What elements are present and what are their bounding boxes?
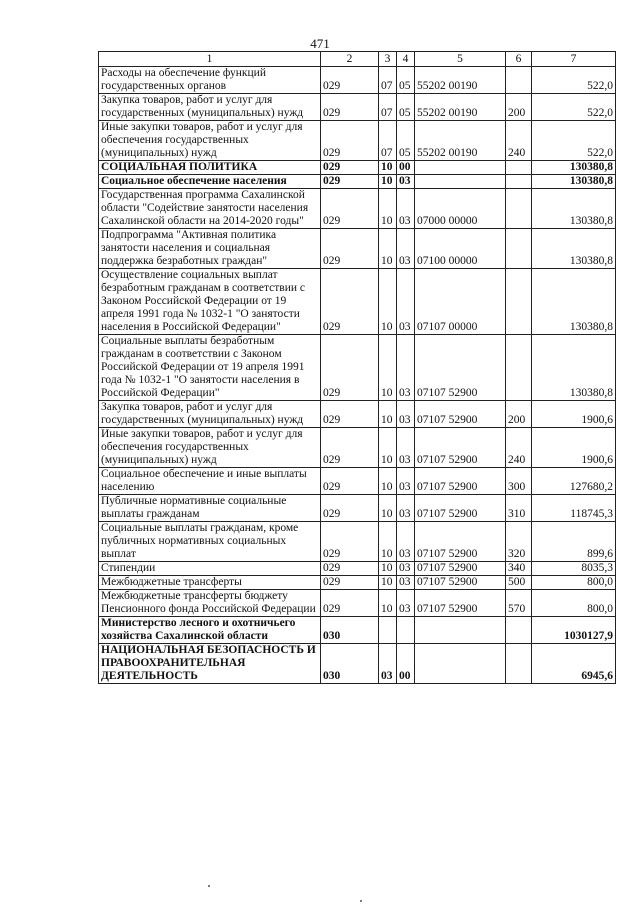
cell-code: 029 [321, 269, 379, 335]
table-row [99, 161, 616, 175]
cell-code: 029 [321, 401, 379, 428]
cell-target [415, 161, 506, 175]
cell-target: 07100 00000 [415, 229, 506, 269]
cell-sub: 03 [397, 229, 415, 269]
cell-target: 07107 52900 [415, 428, 506, 468]
cell-sec: 10 [379, 401, 397, 428]
cell-target: 55202 00190 [415, 94, 506, 121]
table-row [99, 269, 616, 335]
cell-sub: 03 [397, 189, 415, 229]
cell-type: 200 [506, 401, 532, 428]
cell-sec: 10 [379, 269, 397, 335]
cell-target: 07107 52900 [415, 522, 506, 562]
cell-code: 029 [321, 161, 379, 175]
cell-amount: 6945,6 [532, 644, 616, 684]
cell-name: СОЦИАЛЬНАЯ ПОЛИТИКА [99, 161, 321, 175]
cell-type: 500 [506, 576, 532, 590]
cell-code: 029 [321, 67, 379, 94]
table-header-row [99, 52, 616, 67]
cell-amount: 130380,8 [532, 269, 616, 335]
cell-type [506, 617, 532, 644]
table-row [99, 590, 616, 617]
cell-sec: 10 [379, 175, 397, 189]
cell-type [506, 269, 532, 335]
cell-amount: 130380,8 [532, 189, 616, 229]
table-row [99, 189, 616, 229]
cell-name: Иные закупки товаров, работ и услуг для обеспечения государственных (муниципальных) нужд [99, 121, 321, 161]
cell-amount: 130380,8 [532, 175, 616, 189]
cell-amount: 8035,3 [532, 562, 616, 576]
cell-sub: 05 [397, 67, 415, 94]
cell-target: 07107 00000 [415, 269, 506, 335]
cell-amount: 130380,8 [532, 335, 616, 401]
cell-type [506, 644, 532, 684]
cell-amount: 130380,8 [532, 229, 616, 269]
cell-type: 310 [506, 495, 532, 522]
cell-type [506, 161, 532, 175]
cell-sub: 03 [397, 428, 415, 468]
cell-name: Социальные выплаты гражданам, кроме публичных нормативных социальных выплат [99, 522, 321, 562]
table-row [99, 576, 616, 590]
cell-sec: 10 [379, 590, 397, 617]
table-row [99, 522, 616, 562]
cell-target: 07107 52900 [415, 562, 506, 576]
cell-target: 07107 52900 [415, 576, 506, 590]
cell-sec: 03 [379, 644, 397, 684]
cell-target [415, 617, 506, 644]
cell-type [506, 67, 532, 94]
cell-code: 029 [321, 94, 379, 121]
cell-sub: 03 [397, 522, 415, 562]
cell-sub: 05 [397, 94, 415, 121]
table-row [99, 644, 616, 684]
cell-sub: 03 [397, 495, 415, 522]
cell-name: Социальное обеспечение населения [99, 175, 321, 189]
cell-type [506, 229, 532, 269]
cell-code: 029 [321, 189, 379, 229]
cell-amount: 130380,8 [532, 161, 616, 175]
cell-code: 029 [321, 175, 379, 189]
cell-sec: 10 [379, 428, 397, 468]
cell-type [506, 189, 532, 229]
cell-sec: 10 [379, 522, 397, 562]
table-row [99, 495, 616, 522]
cell-target: 07107 52900 [415, 468, 506, 495]
table-row [99, 401, 616, 428]
cell-amount: 899,6 [532, 522, 616, 562]
table-row [99, 175, 616, 189]
cell-sec: 10 [379, 468, 397, 495]
header-cell: 3 [379, 52, 397, 67]
table-row [99, 562, 616, 576]
table-row [99, 67, 616, 94]
cell-target [415, 175, 506, 189]
cell-amount: 522,0 [532, 94, 616, 121]
cell-sec: 07 [379, 94, 397, 121]
cell-name: Межбюджетные трансферты [99, 576, 321, 590]
cell-target: 07107 52900 [415, 495, 506, 522]
cell-name: Публичные нормативные социальные выплаты гражданам [99, 495, 321, 522]
cell-code: 029 [321, 121, 379, 161]
cell-amount: 118745,3 [532, 495, 616, 522]
cell-code: 030 [321, 617, 379, 644]
cell-type: 200 [506, 94, 532, 121]
cell-name: Осуществление социальных выплат безработным гражданам в соответствии с Законом Российской Федерации от 19 апреля 1991 года № 1032-1 "О занятости населения в Российской Федерации" [99, 269, 321, 335]
cell-name: Стипендии [99, 562, 321, 576]
table-row [99, 229, 616, 269]
table-row [99, 335, 616, 401]
cell-sec: 10 [379, 229, 397, 269]
cell-code: 029 [321, 576, 379, 590]
cell-code: 030 [321, 644, 379, 684]
cell-sub: 03 [397, 562, 415, 576]
cell-sub: 03 [397, 401, 415, 428]
cell-name: НАЦИОНАЛЬНАЯ БЕЗОПАСНОСТЬ И ПРАВООХРАНИТЕЛЬНАЯ ДЕЯТЕЛЬНОСТЬ [99, 644, 321, 684]
scan-speck [208, 885, 210, 887]
cell-sec: 10 [379, 189, 397, 229]
cell-name: Государственная программа Сахалинской области "Содействие занятости населения Сахалинской области на 2014-2020 годы" [99, 189, 321, 229]
cell-type: 240 [506, 428, 532, 468]
cell-amount: 800,0 [532, 590, 616, 617]
header-cell: 5 [415, 52, 506, 67]
cell-name: Подпрограмма "Активная политика занятости населения и социальная поддержка безработных граждан" [99, 229, 321, 269]
cell-target: 07107 52900 [415, 335, 506, 401]
cell-type: 340 [506, 562, 532, 576]
cell-sub: 03 [397, 175, 415, 189]
header-cell: 2 [321, 52, 379, 67]
cell-code: 029 [321, 229, 379, 269]
cell-name: Закупка товаров, работ и услуг для государственных (муниципальных) нужд [99, 94, 321, 121]
cell-target: 55202 00190 [415, 67, 506, 94]
cell-sub: 03 [397, 590, 415, 617]
scan-speck [360, 900, 362, 902]
cell-amount: 1030127,9 [532, 617, 616, 644]
table-row [99, 94, 616, 121]
cell-sub [397, 617, 415, 644]
cell-sub: 03 [397, 468, 415, 495]
header-cell: 6 [506, 52, 532, 67]
table-row [99, 468, 616, 495]
cell-amount: 522,0 [532, 67, 616, 94]
cell-sec: 07 [379, 67, 397, 94]
cell-name: Закупка товаров, работ и услуг для государственных (муниципальных) нужд [99, 401, 321, 428]
cell-sec: 10 [379, 495, 397, 522]
cell-code: 029 [321, 468, 379, 495]
cell-sec: 10 [379, 335, 397, 401]
page-number: 471 [310, 36, 330, 51]
cell-code: 029 [321, 335, 379, 401]
cell-sub: 03 [397, 269, 415, 335]
cell-name: Министерство лесного и охотничьего хозяйства Сахалинской области [99, 617, 321, 644]
cell-code: 029 [321, 590, 379, 617]
cell-name: Социальное обеспечение и иные выплаты населению [99, 468, 321, 495]
cell-code: 029 [321, 562, 379, 576]
budget-table [98, 51, 616, 684]
cell-amount: 1900,6 [532, 401, 616, 428]
cell-code: 029 [321, 522, 379, 562]
cell-target: 07107 52900 [415, 590, 506, 617]
cell-sub: 05 [397, 121, 415, 161]
cell-type: 570 [506, 590, 532, 617]
cell-type: 320 [506, 522, 532, 562]
cell-sec: 10 [379, 562, 397, 576]
cell-amount: 522,0 [532, 121, 616, 161]
table-row [99, 428, 616, 468]
cell-sub: 00 [397, 644, 415, 684]
cell-name: Иные закупки товаров, работ и услуг для обеспечения государственных (муниципальных) нужд [99, 428, 321, 468]
cell-sec: 10 [379, 161, 397, 175]
cell-amount: 800,0 [532, 576, 616, 590]
cell-sec [379, 617, 397, 644]
cell-code: 029 [321, 495, 379, 522]
cell-type: 300 [506, 468, 532, 495]
cell-amount: 1900,6 [532, 428, 616, 468]
cell-sub: 00 [397, 161, 415, 175]
cell-sub: 03 [397, 335, 415, 401]
table-row [99, 617, 616, 644]
cell-target [415, 644, 506, 684]
cell-code: 029 [321, 428, 379, 468]
cell-sec: 07 [379, 121, 397, 161]
header-cell: 1 [99, 52, 321, 67]
cell-sec: 10 [379, 576, 397, 590]
header-cell: 4 [397, 52, 415, 67]
header-cell: 7 [532, 52, 616, 67]
table-body [99, 52, 616, 684]
cell-type [506, 335, 532, 401]
cell-target: 55202 00190 [415, 121, 506, 161]
cell-type [506, 175, 532, 189]
cell-amount: 127680,2 [532, 468, 616, 495]
cell-sub: 03 [397, 576, 415, 590]
cell-name: Межбюджетные трансферты бюджету Пенсионного фонда Российской Федерации [99, 590, 321, 617]
cell-name: Расходы на обеспечение функций государственных органов [99, 67, 321, 94]
cell-target: 07000 00000 [415, 189, 506, 229]
cell-type: 240 [506, 121, 532, 161]
table-row [99, 121, 616, 161]
cell-target: 07107 52900 [415, 401, 506, 428]
cell-name: Социальные выплаты безработным гражданам в соответствии с Законом Российской Федерации от 19 апреля 1991 года № 1032-1 "О занятости населения в Российской Федерации" [99, 335, 321, 401]
